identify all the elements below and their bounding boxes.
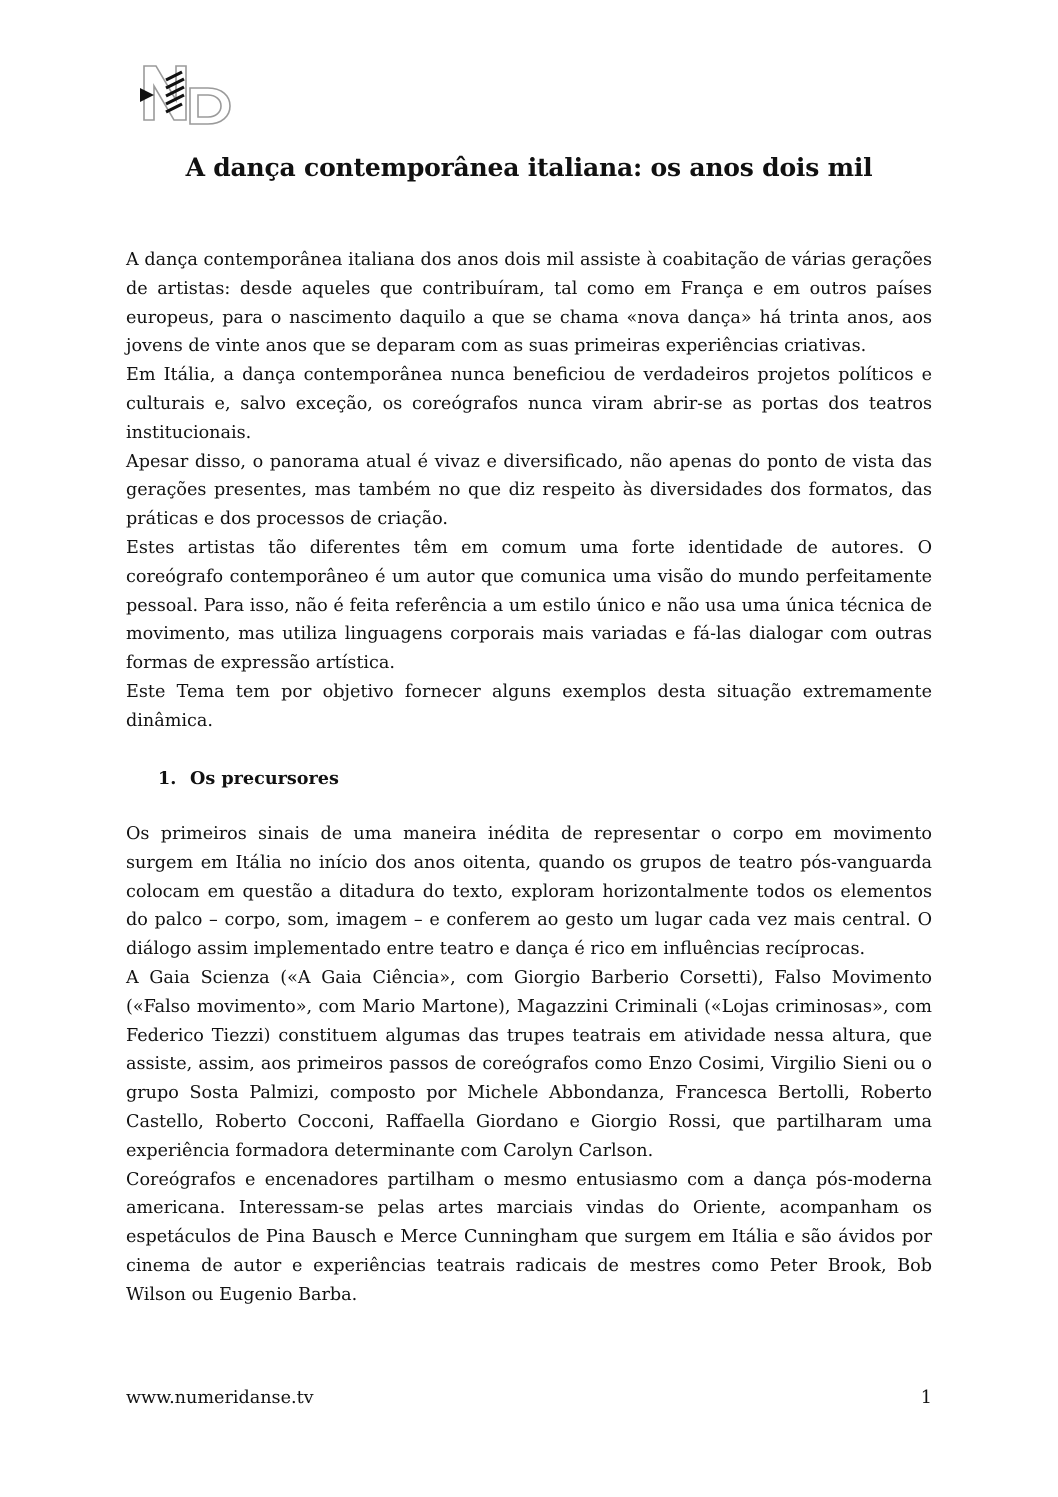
numeridanse-logo-icon (136, 62, 236, 126)
intro-section (126, 246, 932, 736)
section-paragraph: Os primeiros sinais de uma maneira inédita de representar o corpo em movimento surgem em Itália no início dos anos oitenta, quando os grupos de teatro pós-vanguarda colocam em questão a ditadura do texto, exploram horizontalmente todos os elementos do palco – corpo, som, imagem – e conferem ao gesto um lugar cada vez mais central. O diálogo assim implementado entre teatro e dança é rico em influências recíprocas. (126, 824, 932, 960)
page-number: 1 (920, 1388, 932, 1408)
section-body (126, 820, 932, 1310)
intro-paragraph: Em Itália, a dança contemporânea nunca beneficiou de verdadeiros projetos políticos e culturais e, salvo exceção, os coreógrafos nunca viram abrir-se as portas dos teatros institucionais. (126, 365, 932, 443)
section-paragraph: Coreógrafos e encenadores partilham o mesmo entusiasmo com a dança pós-moderna americana. Interessam-se pelas artes marciais vindas do Oriente, acompanham os espetáculos de Pina Bausch e Merce Cunningham que surgem em Itália e são ávidos por cinema de autor e experiências teatrais radicais de mestres como Peter Brook, Bob Wilson ou Eugenio Barba. (126, 1169, 932, 1305)
document-title: A dança contemporânea italiana: os anos dois mil (185, 153, 873, 182)
footer-url: www.numeridanse.tv (126, 1388, 314, 1408)
section-number: 1. (158, 768, 177, 789)
intro-paragraph: Apesar disso, o panorama atual é vivaz e diversificado, não apenas do ponto de vista das gerações presentes, mas também no que diz respeito às diversidades dos formatos, das práticas e dos processos de criação. (126, 451, 932, 530)
section-title: Os precursores (190, 768, 339, 789)
intro-paragraph: A dança contemporânea italiana dos anos dois mil assiste à coabitação de várias gerações de artistas: desde aqueles que contribuíram, tal como em França e em outros países europeus, para o nascimento daquilo a que se chama «nova dança» há trinta anos, aos jovens de vinte anos que se deparam com as suas primeiras experiências criativas. (126, 250, 932, 357)
intro-paragraph: Estes artistas tão diferentes têm em comum uma forte identidade de autores. O coreógrafo contemporâneo é um autor que comunica uma visão do mundo perfeitamente pessoal. Para isso, não é feita referência a um estilo único e não usa uma única técnica de movimento, mas utiliza linguagens corporais mais variadas e fá-las dialogar com outras formas de expressão artística. (126, 537, 932, 674)
intro-paragraph: Este Tema tem por objetivo fornecer alguns exemplos desta situação extremamente dinâmica. (126, 681, 932, 731)
section-heading (158, 765, 339, 793)
section-paragraph: A Gaia Scienza («A Gaia Ciência», com Giorgio Barberio Corsetti), Falso Movimento («Falso movimento», com Mario Martone), Magazzini Criminali («Lojas criminosas», com Federico Tiezzi) constituem algumas das trupes teatrais em atividade nessa altura, que assiste, assim, aos primeiros passos de coreógrafos como Enzo Cosimi, Virgilio Sieni ou o grupo Sosta Palmizi, composto por Michele Abbondanza, Francesca Bertolli, Roberto Castello, Roberto Cocconi, Raffaella Giordano e Giorgio Rossi, que partilharam uma experiência formadora determinante com Carolyn Carlson. (126, 967, 932, 1161)
